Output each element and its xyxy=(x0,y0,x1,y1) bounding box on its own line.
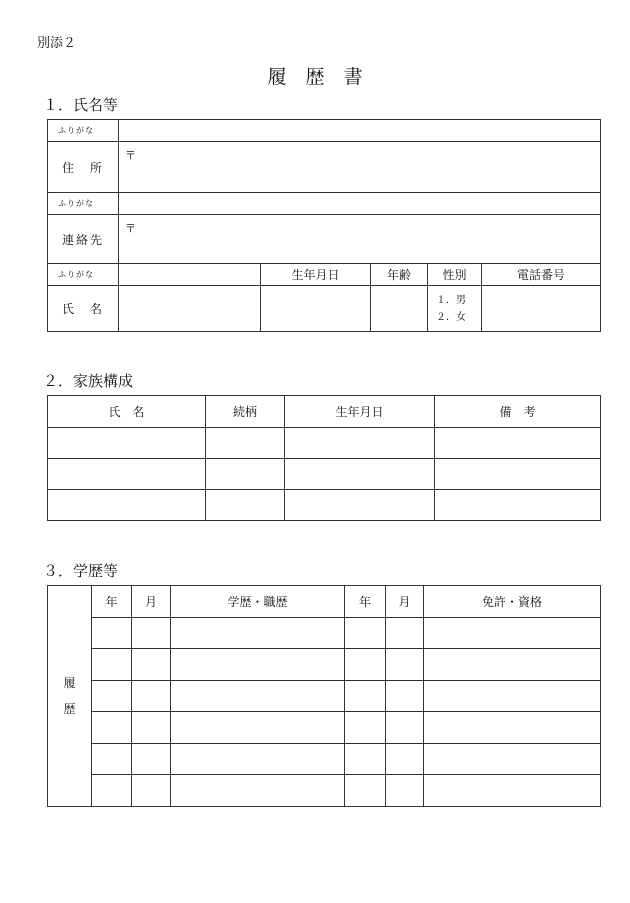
edu-year-cell[interactable] xyxy=(92,649,132,681)
page-title: 履 歴 書 xyxy=(267,66,363,88)
family-birthdate-header: 生年月日 xyxy=(285,396,435,428)
phone-field[interactable] xyxy=(482,286,601,332)
address-label: 住 所 xyxy=(48,142,119,193)
section3-heading: ３．学歴等 xyxy=(43,562,119,580)
edu-month-cell[interactable] xyxy=(132,649,171,681)
license-year-cell[interactable] xyxy=(345,775,386,807)
edu-month-cell[interactable] xyxy=(132,712,171,744)
table-row xyxy=(48,712,601,744)
license-year-header: 年 xyxy=(345,586,386,618)
gender-options[interactable] xyxy=(428,286,482,332)
personal-info-table xyxy=(47,119,601,332)
edu-month-cell[interactable] xyxy=(132,681,171,712)
license-month-header: 月 xyxy=(386,586,424,618)
family-table xyxy=(47,395,601,521)
edu-month-cell[interactable] xyxy=(132,618,171,649)
age-field[interactable] xyxy=(371,286,428,332)
license-cell[interactable] xyxy=(424,618,601,649)
edu-year-cell[interactable] xyxy=(92,775,132,807)
table-row xyxy=(48,681,601,712)
education-career-cell[interactable] xyxy=(171,775,345,807)
license-year-cell[interactable] xyxy=(345,681,386,712)
license-header: 免許・資格 xyxy=(424,586,601,618)
postal-mark: 〒 xyxy=(125,222,136,235)
address-furigana-label: ふりがな xyxy=(48,120,119,142)
postal-mark: 〒 xyxy=(125,149,136,162)
edu-year-header: 年 xyxy=(92,586,132,618)
edu-year-cell[interactable] xyxy=(92,712,132,744)
family-relation-cell[interactable] xyxy=(206,428,285,459)
address-furigana-field[interactable] xyxy=(119,120,601,142)
contact-furigana-field[interactable] xyxy=(119,193,601,215)
license-year-cell[interactable] xyxy=(345,744,386,775)
education-career-cell[interactable] xyxy=(171,712,345,744)
birthdate-field[interactable] xyxy=(261,286,371,332)
family-notes-header: 備 考 xyxy=(435,396,601,428)
license-cell[interactable] xyxy=(424,649,601,681)
family-name-cell[interactable] xyxy=(48,459,206,490)
license-year-cell[interactable] xyxy=(345,712,386,744)
contact-furigana-label: ふりがな xyxy=(48,193,119,215)
name-furigana-label: ふりがな xyxy=(48,264,119,286)
license-month-cell[interactable] xyxy=(386,681,424,712)
table-row xyxy=(48,490,601,521)
license-year-cell[interactable] xyxy=(345,649,386,681)
age-header: 年齢 xyxy=(371,264,428,286)
license-month-cell[interactable] xyxy=(386,618,424,649)
section1-heading: １．氏名等 xyxy=(43,96,119,114)
table-row xyxy=(48,744,601,775)
edu-year-cell[interactable] xyxy=(92,744,132,775)
family-name-cell[interactable] xyxy=(48,428,206,459)
family-birthdate-cell[interactable] xyxy=(285,428,435,459)
family-name-cell[interactable] xyxy=(48,490,206,521)
family-notes-cell[interactable] xyxy=(435,459,601,490)
license-month-cell[interactable] xyxy=(386,744,424,775)
history-table xyxy=(47,585,601,807)
family-name-header: 氏 名 xyxy=(48,396,206,428)
table-row xyxy=(48,649,601,681)
attachment-label: 別添２ xyxy=(37,36,77,51)
family-birthdate-cell[interactable] xyxy=(285,459,435,490)
history-side-label-1: 履 xyxy=(63,676,76,690)
family-notes-cell[interactable] xyxy=(435,428,601,459)
edu-year-cell[interactable] xyxy=(92,681,132,712)
edu-month-cell[interactable] xyxy=(132,775,171,807)
license-cell[interactable] xyxy=(424,712,601,744)
license-cell[interactable] xyxy=(424,681,601,712)
gender-header: 性別 xyxy=(428,264,482,286)
education-career-cell[interactable] xyxy=(171,649,345,681)
edu-year-cell[interactable] xyxy=(92,618,132,649)
license-year-cell[interactable] xyxy=(345,618,386,649)
family-notes-cell[interactable] xyxy=(435,490,601,521)
gender-option-female[interactable]: ２．女 xyxy=(436,311,466,323)
table-row xyxy=(48,428,601,459)
section2-heading: ２．家族構成 xyxy=(43,372,134,390)
edu-month-header: 月 xyxy=(132,586,171,618)
education-career-cell[interactable] xyxy=(171,618,345,649)
name-label: 氏 名 xyxy=(48,286,119,332)
license-cell[interactable] xyxy=(424,775,601,807)
family-relation-cell[interactable] xyxy=(206,459,285,490)
name-furigana-field[interactable] xyxy=(119,264,261,286)
license-month-cell[interactable] xyxy=(386,712,424,744)
family-relation-header: 続柄 xyxy=(206,396,285,428)
contact-field[interactable] xyxy=(119,215,601,264)
table-row xyxy=(48,459,601,490)
contact-label: 連絡先 xyxy=(48,215,119,264)
phone-header: 電話番号 xyxy=(482,264,601,286)
history-side-label xyxy=(48,586,92,807)
address-field[interactable] xyxy=(119,142,601,193)
license-month-cell[interactable] xyxy=(386,775,424,807)
family-birthdate-cell[interactable] xyxy=(285,490,435,521)
education-career-cell[interactable] xyxy=(171,744,345,775)
license-month-cell[interactable] xyxy=(386,649,424,681)
family-relation-cell[interactable] xyxy=(206,490,285,521)
education-career-header: 学歴・職歴 xyxy=(171,586,345,618)
education-career-cell[interactable] xyxy=(171,681,345,712)
edu-month-cell[interactable] xyxy=(132,744,171,775)
birthdate-header: 生年月日 xyxy=(261,264,371,286)
gender-option-male[interactable]: １．男 xyxy=(436,294,466,306)
table-row xyxy=(48,618,601,649)
license-cell[interactable] xyxy=(424,744,601,775)
history-side-label-2: 歴 xyxy=(63,702,76,716)
table-row xyxy=(48,775,601,807)
name-field[interactable] xyxy=(119,286,261,332)
